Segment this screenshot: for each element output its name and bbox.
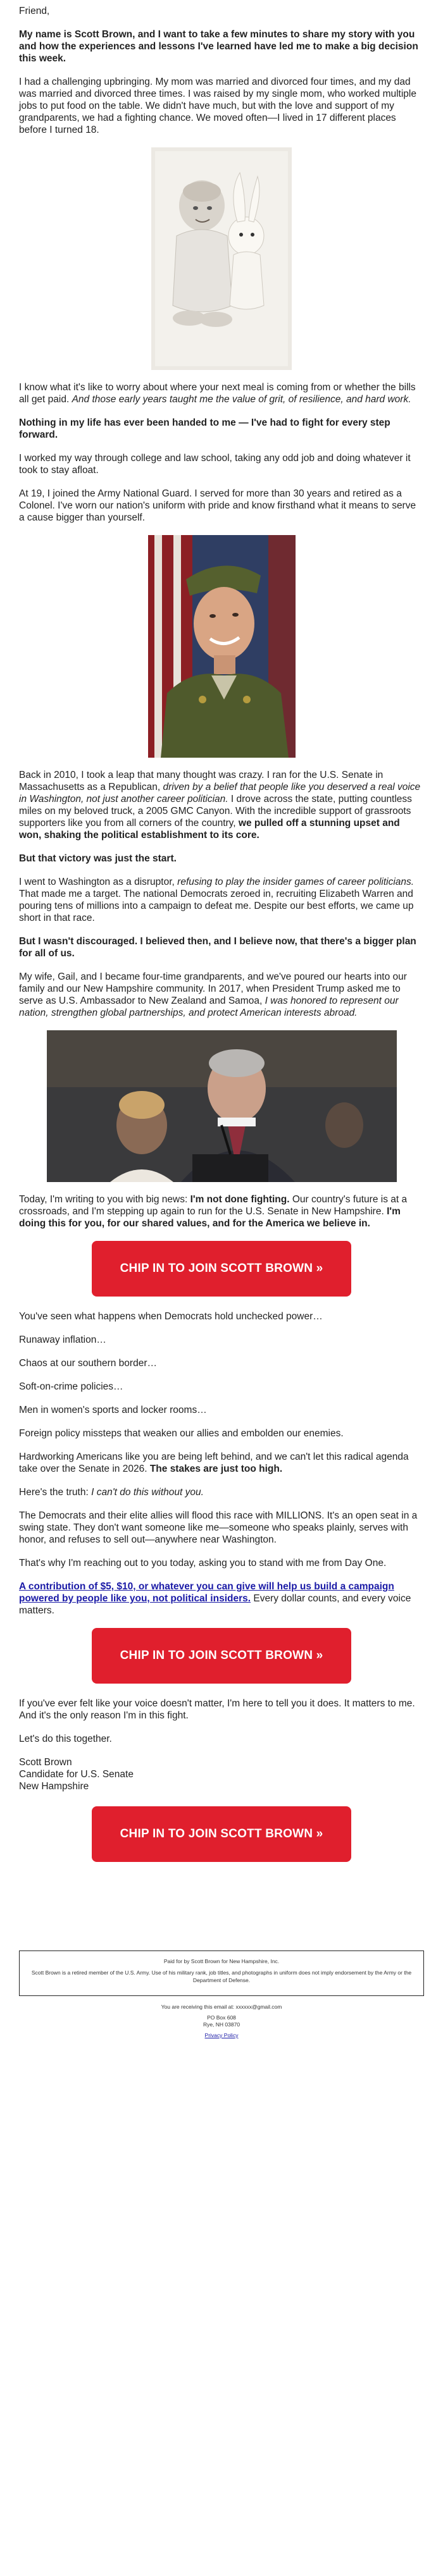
crime-paragraph: Soft-on-crime policies… [19,1381,123,1392]
signature-title: Candidate for U.S. Senate [19,1769,134,1780]
baby-photo [151,147,292,370]
chip-in-button[interactable]: CHIP IN TO JOIN SCOTT BROWN » [92,1628,351,1684]
chaos-paragraph: Chaos at our southern border… [19,1358,157,1369]
truth-paragraph: Here's the truth: I can't do this without you. [19,1487,204,1498]
signature [19,1756,424,1792]
together-paragraph: Let's do this together. [19,1734,112,1744]
greeting: Friend, [19,6,50,16]
footer-address [19,2004,424,2039]
hearing-photo [47,1030,397,1182]
washington-paragraph: I went to Washington as a disruptor, refusing to play the insider games of career politicians. That made me a target. The national Democrats zeroed in, recruiting Elizabeth Warren and pouring tens of millions into a campaign to defeat me. Despite our best efforts, we came up short in that race. [19,877,415,923]
guard-paragraph: At 19, I joined the Army National Guard. I served for more than 30 years and retired as a Colonel. I've worn our nation's uniform with pride and know firsthand what it means to serve a cause bigger than yourself. [19,488,416,523]
upbringing-paragraph: I had a challenging upbringing. My mom was married and divorced four times, and my dad was married and divorced three times. I was raised by my single mom, who worked multiple jobs to put food on the table. We didn't have much, but with the love and support of my grandparents, we had a fighting chance. We moved often—I lived in 17 different places before I turned 18. [19,77,416,135]
foreign-paragraph: Foreign policy missteps that weaken our allies and embolden our enemies. [19,1428,344,1439]
voice-paragraph: If you've ever felt like your voice doesn't matter, I'm here to tell you it does. It matters to me. And it's the only reason I'm in this fight. [19,1698,415,1721]
nothing-paragraph: Nothing in my life has ever been handed to me — I've had to fight for every step forward. [19,417,390,440]
hardworking-paragraph: Hardworking Americans like you are being left behind, and we can't let this radical agenda take over the Senate in 2026. The stakes are just too high. [19,1451,409,1474]
chip-in-button[interactable]: CHIP IN TO JOIN SCOTT BROWN » [92,1241,351,1297]
signature-name: Scott Brown [19,1757,72,1768]
signature-state: New Hampshire [19,1781,89,1792]
worked-paragraph: I worked my way through college and law school, taking any odd job and doing whatever it took to stay afloat. [19,453,411,476]
chip-in-button[interactable]: CHIP IN TO JOIN SCOTT BROWN » [92,1806,351,1862]
contribution-paragraph: A contribution of $5, $10, or whatever you can give will help us build a campaign powered by people like you, not political insiders. Every dollar counts, and every voice matters. [19,1581,411,1616]
discouraged-paragraph: But I wasn't discouraged. I believed then, and I believe now, that there's a bigger plan for all of us. [19,936,416,959]
intro-paragraph: My name is Scott Brown, and I want to take a few minutes to share my story with you and how the experiences and lessons I've learned have led me to make a big decision this week. [19,29,418,64]
worry-paragraph: I know what it's like to worry about where your next meal is coming from or whether the bills all get paid. And those early years taught me the value of grit, of resilience, and hard work. [19,382,416,405]
contribution-link[interactable]: A contribution of $5, $10, or whatever you can give will help us build a campaign powered by people like you, not political insiders. [19,1581,394,1604]
email-body [19,5,424,1862]
inflation-paragraph: Runaway inflation… [19,1334,106,1345]
run-2010-paragraph: Back in 2010, I took a leap that many thought was crazy. I ran for the U.S. Senate in Massachusetts as a Republican, driven by a belief that people like you deserved a real voice in Washington, not just another career politician. I drove across the state, putting countless miles on my beloved truck, a 2005 GMC Canyon. With the incredible support of grassroots supporters like you from all corners of the country, we pulled off a stunning upset and won, shaking the political establishment to its core. [19,770,421,841]
privacy-policy-link[interactable]: Privacy Policy [204,2032,239,2038]
millions-paragraph: The Democrats and their elite allies will flood this race with MILLIONS. It's an open seat in a swing state. They don't want someone like me—someone who speaks plainly, serves with honor, and refuses to sell out—anywhere near Washington. [19,1510,418,1545]
receiving-text: You are receiving this email at: xxxxxx@gmail.com [161,2004,282,2010]
start-paragraph: But that victory was just the start. [19,853,177,864]
military-disclaimer: Scott Brown is a retired member of the U.S. Army. Use of his military rank, job titles, and photographs in uniform does not imply endorsement by the Army or the Department of Defense. [31,1969,412,1983]
military-portrait [148,535,296,758]
today-paragraph: Today, I'm writing to you with big news: I'm not done fighting. Our country's future is at a crossroads, and I'm stepping up again to run for the U.S. Senate in New Hampshire. I'm doing this for you, for our shared values, and for the America we believe in. [19,1194,408,1229]
gail-paragraph: My wife, Gail, and I became four-time grandparents, and we've poured our hearts into our family and our New Hampshire community. In 2017, when President Trump asked me to serve as U.S. Ambassador to New Zealand and Samoa, I was honored to represent our nation, strengthen global partnerships, and protect American interests abroad. [19,971,407,1018]
sports-paragraph: Men in women's sports and locker rooms… [19,1405,207,1415]
po-box: PO Box 608 [207,2014,236,2021]
seen-paragraph: You've seen what happens when Democrats hold unchecked power… [19,1311,323,1322]
city-state: Rye, NH 03870 [203,2021,240,2028]
paid-for-text: Paid for by Scott Brown for New Hampshire, Inc. [163,1958,280,1964]
footer [19,1950,424,2039]
day-one-paragraph: That's why I'm reaching out to you today, asking you to stand with me from Day One. [19,1558,387,1568]
disclaimer-box [19,1950,424,1996]
